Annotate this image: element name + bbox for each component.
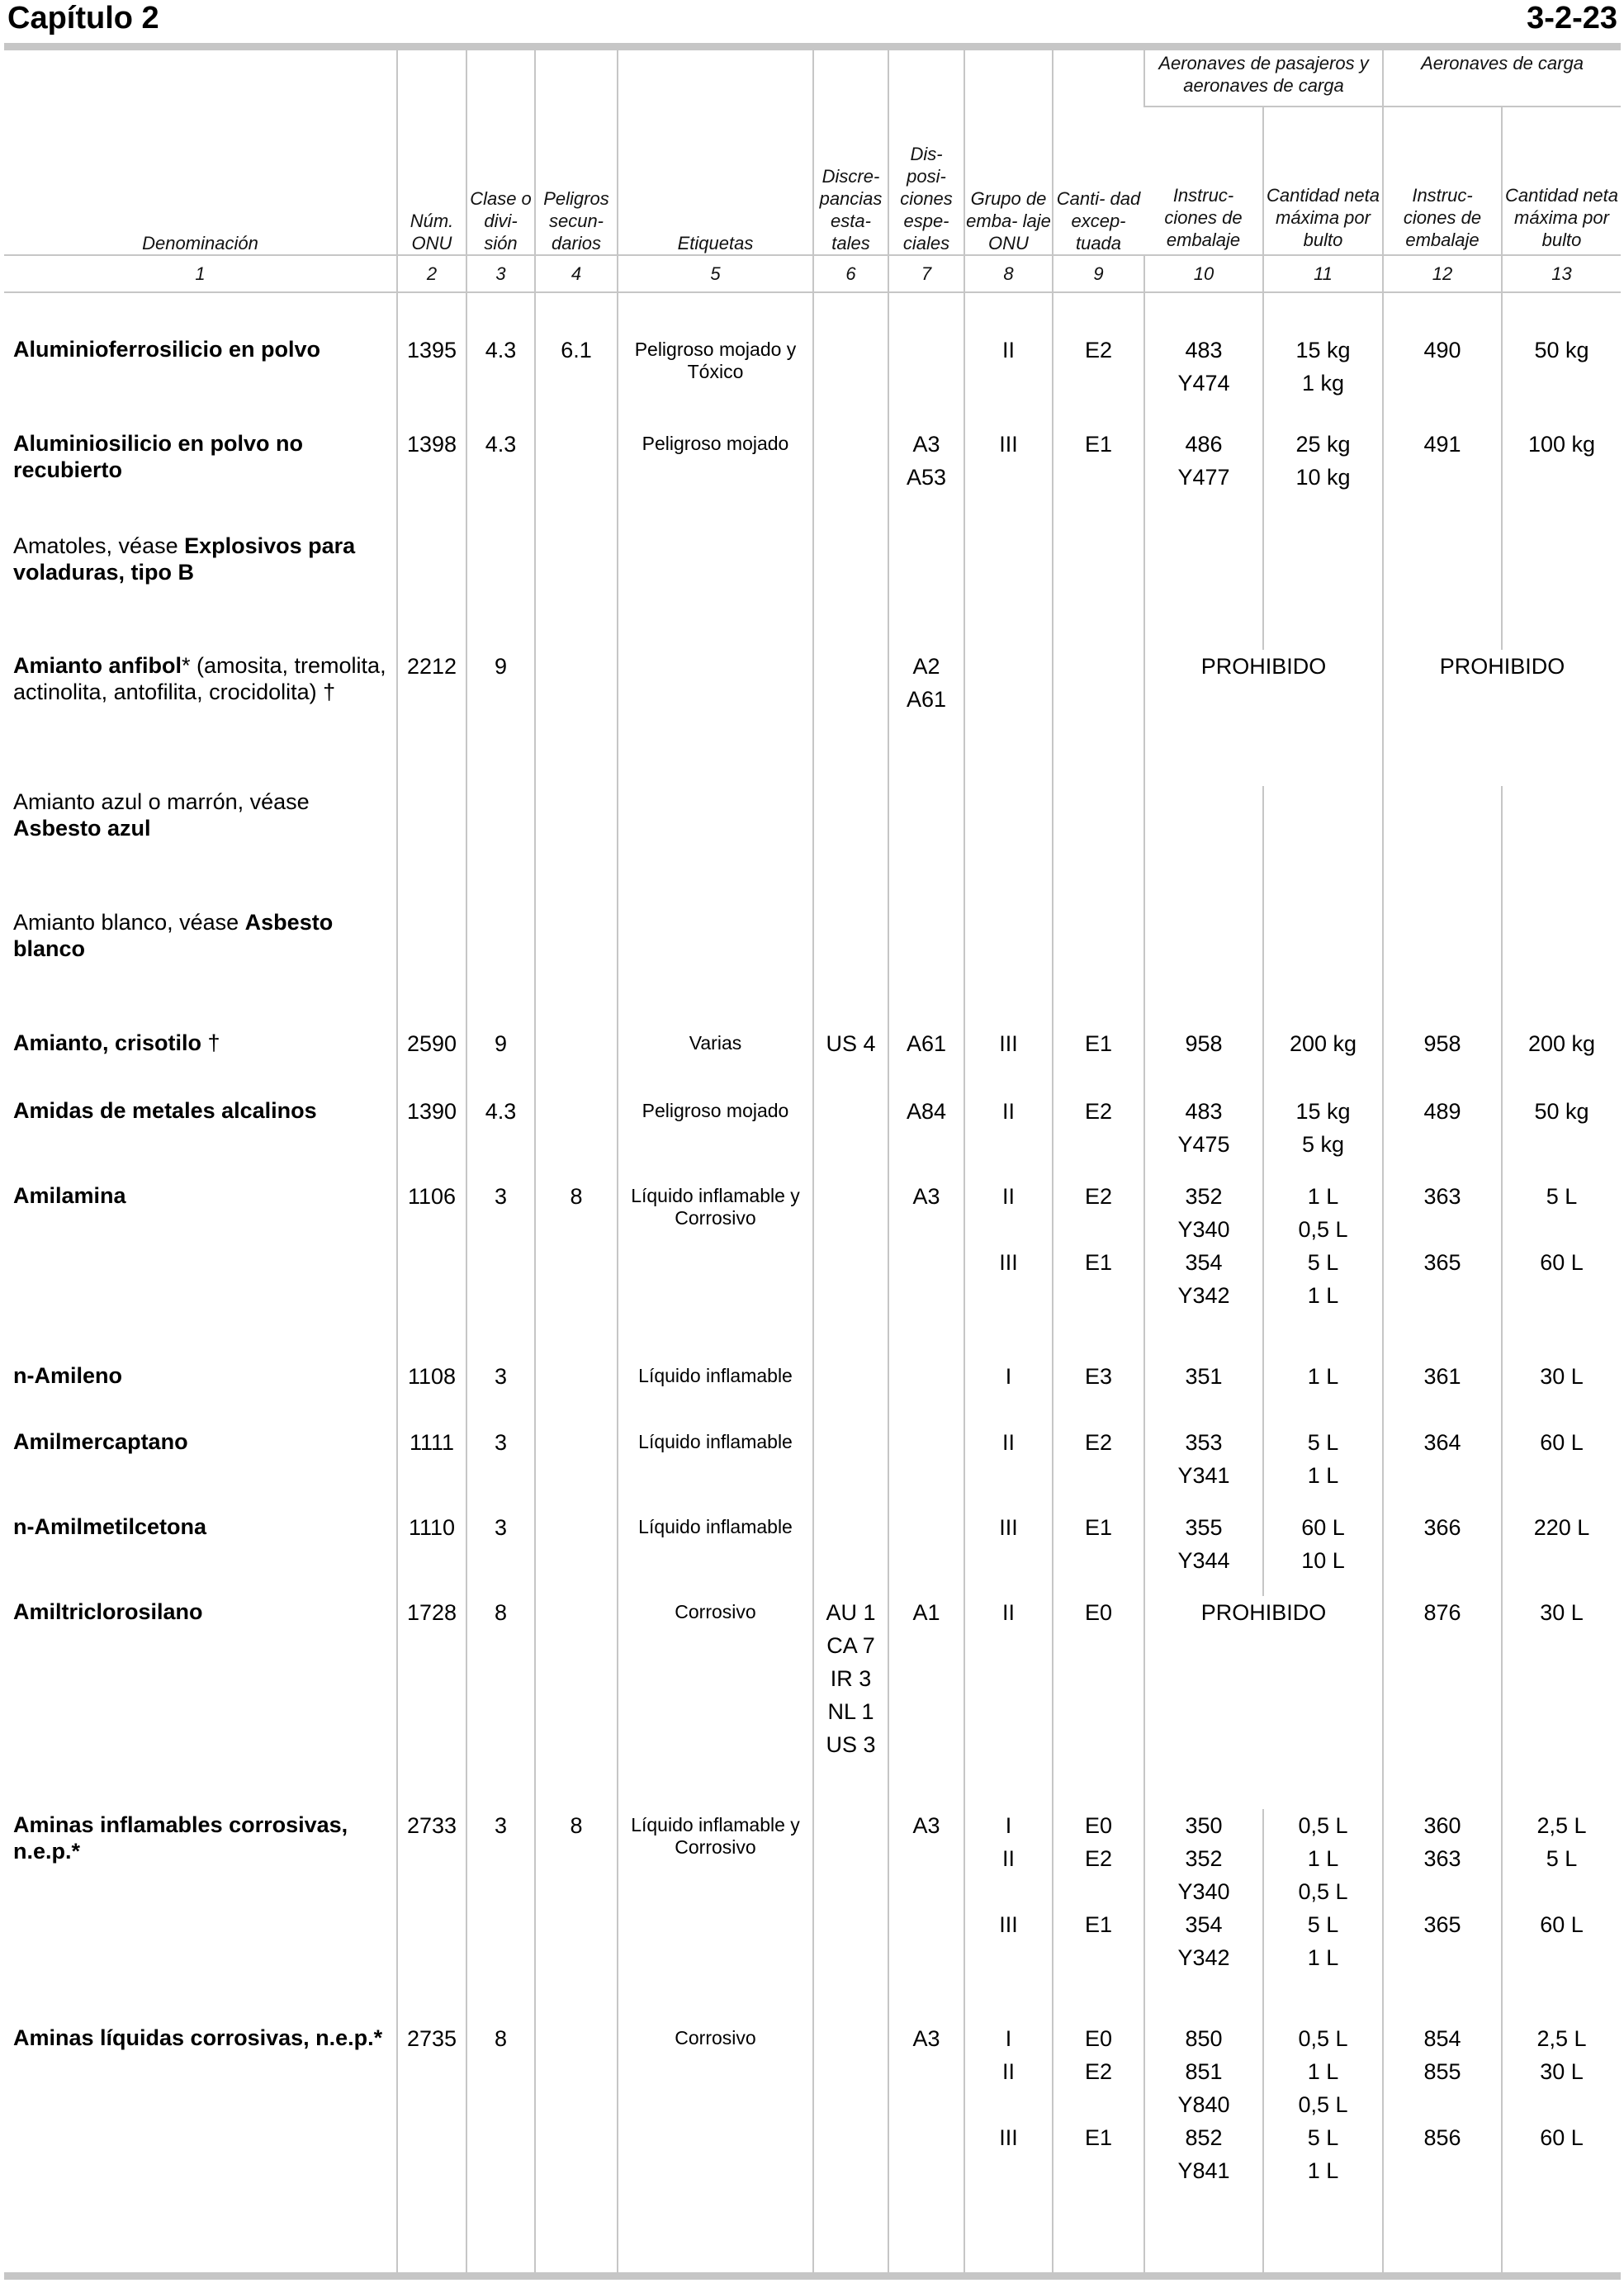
state-variation: AU 1 CA 7 IR 3 NL 1 US 3: [813, 1596, 888, 1809]
onu-number: 1111: [397, 1426, 466, 1511]
special-provisions: A84: [888, 1095, 964, 1180]
col-peligros: Peligros secun- darios: [535, 50, 618, 255]
cargo-instruction: 876: [1383, 1596, 1502, 1809]
pax-instruction: 351: [1144, 1360, 1263, 1426]
secondary-hazard: 8: [535, 1180, 618, 1360]
hazard-label: Peligroso mojado y Tóxico: [618, 334, 813, 428]
onu-number: 1395: [397, 334, 466, 428]
cargo-instruction: 361: [1383, 1360, 1502, 1426]
col-number: 5: [618, 255, 813, 292]
entry-name: n-Amileno: [13, 1363, 122, 1388]
cargo-quantity: 100 kg: [1502, 428, 1621, 530]
page-number: 3-2-23: [1527, 1, 1617, 36]
table-row: [4, 1511, 1621, 1596]
group-carga: Aeronaves de carga: [1383, 50, 1621, 107]
packing-group: I: [964, 1360, 1053, 1426]
col-denominacion: Denominación: [142, 233, 258, 253]
onu-number: 1106: [397, 1180, 466, 1360]
special-provisions: A3: [888, 1180, 964, 1360]
col-cantidad-carga: Cantidad neta máxima por bulto: [1502, 107, 1621, 255]
onu-number: 2735: [397, 2022, 466, 2272]
packing-group: II: [964, 1596, 1053, 1809]
cargo-quantity: 50 kg: [1502, 1095, 1621, 1180]
entry-name: Amianto azul o marrón, véase Asbesto azul: [13, 789, 310, 841]
class-division: 4.3: [466, 334, 535, 428]
cargo-quantity: 2,5 L 5 L 60 L: [1502, 1809, 1621, 2022]
table-row: [4, 2022, 1621, 2272]
top-rule: [4, 43, 1621, 50]
col-number: 4: [535, 255, 618, 292]
packing-group: III: [964, 428, 1053, 530]
excepted-quantity: E3: [1053, 1360, 1144, 1426]
table-row: [4, 530, 1621, 650]
state-variation: [813, 428, 888, 530]
entry-name: n-Amilmetilcetona: [13, 1514, 207, 1539]
col-etiquetas: Etiquetas: [618, 50, 813, 255]
pax-quantity: 5 L 1 L: [1263, 1426, 1383, 1511]
col-grupo: Grupo de emba- laje ONU: [964, 50, 1053, 255]
excepted-quantity: E1: [1053, 428, 1144, 530]
col-number: 11: [1263, 255, 1383, 292]
cargo-instruction: 363 365: [1383, 1180, 1502, 1360]
secondary-hazard: 8: [535, 1809, 618, 2022]
special-provisions: [888, 334, 964, 428]
special-provisions: A3: [888, 2022, 964, 2272]
excepted-quantity: E2 E1: [1053, 1180, 1144, 1360]
col-disposiciones: Dis- posi- ciones espe- ciales: [888, 50, 964, 255]
table-header: [4, 50, 1621, 292]
hazard-label: Corrosivo: [618, 1596, 813, 1809]
table-row: [4, 907, 1621, 1027]
bottom-rule: [4, 2272, 1621, 2280]
excepted-quantity: E0 E2 E1: [1053, 2022, 1144, 2272]
excepted-quantity: E1: [1053, 1027, 1144, 1095]
pax-quantity: 60 L 10 L: [1263, 1511, 1383, 1596]
pax-instruction: 850 851 Y840 852 Y841: [1144, 2022, 1263, 2272]
table-row: [4, 650, 1621, 786]
col-instrucciones-pax: Instruc- ciones de embalaje: [1164, 185, 1243, 250]
cargo-instruction: 854 855 856: [1383, 2022, 1502, 2272]
hazard-label: Varias: [618, 1027, 813, 1095]
entry-name: Amilmercaptano: [13, 1429, 188, 1454]
excepted-quantity: E2: [1053, 1426, 1144, 1511]
hazard-label: Líquido inflamable: [618, 1426, 813, 1511]
special-provisions: A61: [888, 1027, 964, 1095]
cargo-quantity: 2,5 L 30 L 60 L: [1502, 2022, 1621, 2272]
col-number: 7: [888, 255, 964, 292]
table-row: [4, 1180, 1621, 1360]
excepted-quantity: E0: [1053, 1596, 1144, 1809]
hazard-label: Corrosivo: [618, 2022, 813, 2272]
special-provisions: A3 A53: [888, 428, 964, 530]
onu-number: 1108: [397, 1360, 466, 1426]
cargo-quantity: 220 L: [1502, 1511, 1621, 1596]
cargo-instruction: 489: [1383, 1095, 1502, 1180]
class-division: 8: [466, 1596, 535, 1809]
chapter-title: Capítulo 2: [7, 1, 159, 36]
onu-number: 2733: [397, 1809, 466, 2022]
pax-instruction: 352 Y340 354 Y342: [1144, 1180, 1263, 1360]
table-row: [4, 1426, 1621, 1511]
cargo-quantity: 5 L 60 L: [1502, 1180, 1621, 1360]
col-number: 13: [1502, 255, 1621, 292]
cargo-quantity: 30 L: [1502, 1360, 1621, 1426]
cargo-instruction: 360 363 365: [1383, 1809, 1502, 2022]
col-onu: Núm. ONU: [397, 50, 466, 255]
cargo-prohibited: PROHIBIDO: [1383, 650, 1621, 786]
secondary-hazard: [535, 428, 618, 530]
excepted-quantity: E1: [1053, 1511, 1144, 1596]
class-division: 3: [466, 1180, 535, 1360]
table-row: [4, 1360, 1621, 1426]
col-number: 9: [1053, 255, 1144, 292]
cargo-instruction: 366: [1383, 1511, 1502, 1596]
table-row: [4, 1809, 1621, 2022]
pax-quantity: 0,5 L 1 L 0,5 L 5 L 1 L: [1263, 1809, 1383, 2022]
table-row: [4, 334, 1621, 428]
entry-name: Amatoles, véase Explosivos para voladuras, tipo B: [13, 533, 356, 585]
cargo-instruction: 958: [1383, 1027, 1502, 1095]
pax-instruction: 483 Y474: [1144, 334, 1263, 428]
excepted-quantity: E2: [1053, 334, 1144, 428]
class-division: 4.3: [466, 428, 535, 530]
special-provisions: A1: [888, 1596, 964, 1809]
table-row: [4, 1027, 1621, 1095]
special-provisions: A2 A61: [888, 650, 964, 786]
pax-quantity: 1 L: [1263, 1360, 1383, 1426]
col-number: 2: [397, 255, 466, 292]
cargo-quantity: 200 kg: [1502, 1027, 1621, 1095]
pax-instruction: 353 Y341: [1144, 1426, 1263, 1511]
excepted-quantity: E2: [1053, 1095, 1144, 1180]
onu-number: 1398: [397, 428, 466, 530]
pax-prohibited: PROHIBIDO: [1144, 650, 1383, 786]
entry-name: Amilamina: [13, 1183, 126, 1208]
hazard-label: Líquido inflamable y Corrosivo: [618, 1180, 813, 1360]
entry-name: Aminas inflamables corrosivas, n.e.p.*: [13, 1812, 348, 1864]
pax-quantity: 1 L 0,5 L 5 L 1 L: [1263, 1180, 1383, 1360]
pax-instruction: 355 Y344: [1144, 1511, 1263, 1596]
hazard-label: Peligroso mojado: [618, 1095, 813, 1180]
onu-number: 2212: [397, 650, 466, 786]
state-variation: US 4: [813, 1027, 888, 1095]
cargo-quantity: 60 L: [1502, 1426, 1621, 1511]
pax-quantity: 200 kg: [1263, 1027, 1383, 1095]
col-discrepancias: Discre- pancias esta- tales: [813, 50, 888, 255]
class-division: 9: [466, 1027, 535, 1095]
entry-name: Amiltriclorosilano: [13, 1599, 203, 1624]
cargo-instruction: 490: [1383, 334, 1502, 428]
state-variation: [813, 334, 888, 428]
packing-group: I II III: [964, 1809, 1053, 2022]
excepted-quantity: E0 E2 E1: [1053, 1809, 1144, 2022]
entry-name: Aluminioferrosilicio en polvo: [13, 337, 321, 362]
pax-instruction: 486 Y477: [1144, 428, 1263, 530]
pax-quantity: 15 kg 5 kg: [1263, 1095, 1383, 1180]
pax-instruction: 958: [1144, 1027, 1263, 1095]
cargo-quantity: 30 L: [1502, 1596, 1621, 1809]
class-division: 8: [466, 2022, 535, 2272]
onu-number: 1728: [397, 1596, 466, 1809]
table-row: [4, 1095, 1621, 1180]
col-number: 1: [4, 255, 397, 292]
col-cantidad-exceptuada: Canti- dad excep- tuada: [1053, 50, 1144, 255]
onu-number: 2590: [397, 1027, 466, 1095]
table-row: [4, 428, 1621, 530]
secondary-hazard: 6.1: [535, 334, 618, 428]
packing-group: I II III: [964, 2022, 1053, 2272]
col-number: 6: [813, 255, 888, 292]
onu-number: 1110: [397, 1511, 466, 1596]
cargo-instruction: 491: [1383, 428, 1502, 530]
entry-name: Amidas de metales alcalinos: [13, 1098, 317, 1123]
class-division: 3: [466, 1511, 535, 1596]
table-row: [4, 1596, 1621, 1809]
hazard-label: Líquido inflamable y Corrosivo: [618, 1809, 813, 2022]
group-pasajeros: Aeronaves de pasajeros y aeronaves de carga: [1144, 50, 1383, 107]
class-division: 3: [466, 1360, 535, 1426]
col-number: 12: [1383, 255, 1502, 292]
table-row: [4, 786, 1621, 907]
hazard-label: Líquido inflamable: [618, 1511, 813, 1596]
hazard-label: Peligroso mojado: [618, 428, 813, 530]
dangerous-goods-table: [4, 50, 1621, 2272]
class-division: 4.3: [466, 1095, 535, 1180]
pax-quantity: 25 kg 10 kg: [1263, 428, 1383, 530]
cargo-instruction: 364: [1383, 1426, 1502, 1511]
col-clase: Clase o divi- sión: [466, 50, 535, 255]
page-header: [7, 0, 1617, 43]
hazard-label: Líquido inflamable: [618, 1360, 813, 1426]
class-division: 9: [466, 650, 535, 786]
packing-group: III: [964, 1027, 1053, 1095]
special-provisions: A3: [888, 1809, 964, 2022]
cargo-quantity: 50 kg: [1502, 334, 1621, 428]
table-body: [4, 292, 1621, 2272]
pax-instruction: 483 Y475: [1144, 1095, 1263, 1180]
packing-group: II III: [964, 1180, 1053, 1360]
packing-group: II: [964, 1426, 1053, 1511]
onu-number: 1390: [397, 1095, 466, 1180]
col-number: 3: [466, 255, 535, 292]
packing-group: II: [964, 1095, 1053, 1180]
col-number: 8: [964, 255, 1053, 292]
packing-group: III: [964, 1511, 1053, 1596]
pax-quantity: 15 kg 1 kg: [1263, 334, 1383, 428]
col-instrucciones-carga: Instruc- ciones de embalaje: [1383, 107, 1502, 255]
entry-name: Amianto anfibol* (amosita, tremolita, actinolita, antofilita, crocidolita) †: [13, 653, 386, 704]
col-number: 10: [1144, 255, 1263, 292]
pax-quantity: 0,5 L 1 L 0,5 L 5 L 1 L: [1263, 2022, 1383, 2272]
pax-prohibited: PROHIBIDO: [1144, 1596, 1383, 1809]
packing-group: II: [964, 334, 1053, 428]
entry-name: Amianto, crisotilo †: [13, 1030, 220, 1055]
pax-instruction: 350 352 Y340 354 Y342: [1144, 1809, 1263, 2022]
entry-name: Aminas líquidas corrosivas, n.e.p.*: [13, 2025, 383, 2050]
entry-name: Amianto blanco, véase Asbesto blanco: [13, 910, 334, 961]
class-division: 3: [466, 1426, 535, 1511]
class-division: 3: [466, 1809, 535, 2022]
entry-name: Aluminiosilicio en polvo no recubierto: [13, 431, 304, 482]
col-cantidad-pax: Cantidad neta máxima por bulto: [1263, 107, 1383, 255]
